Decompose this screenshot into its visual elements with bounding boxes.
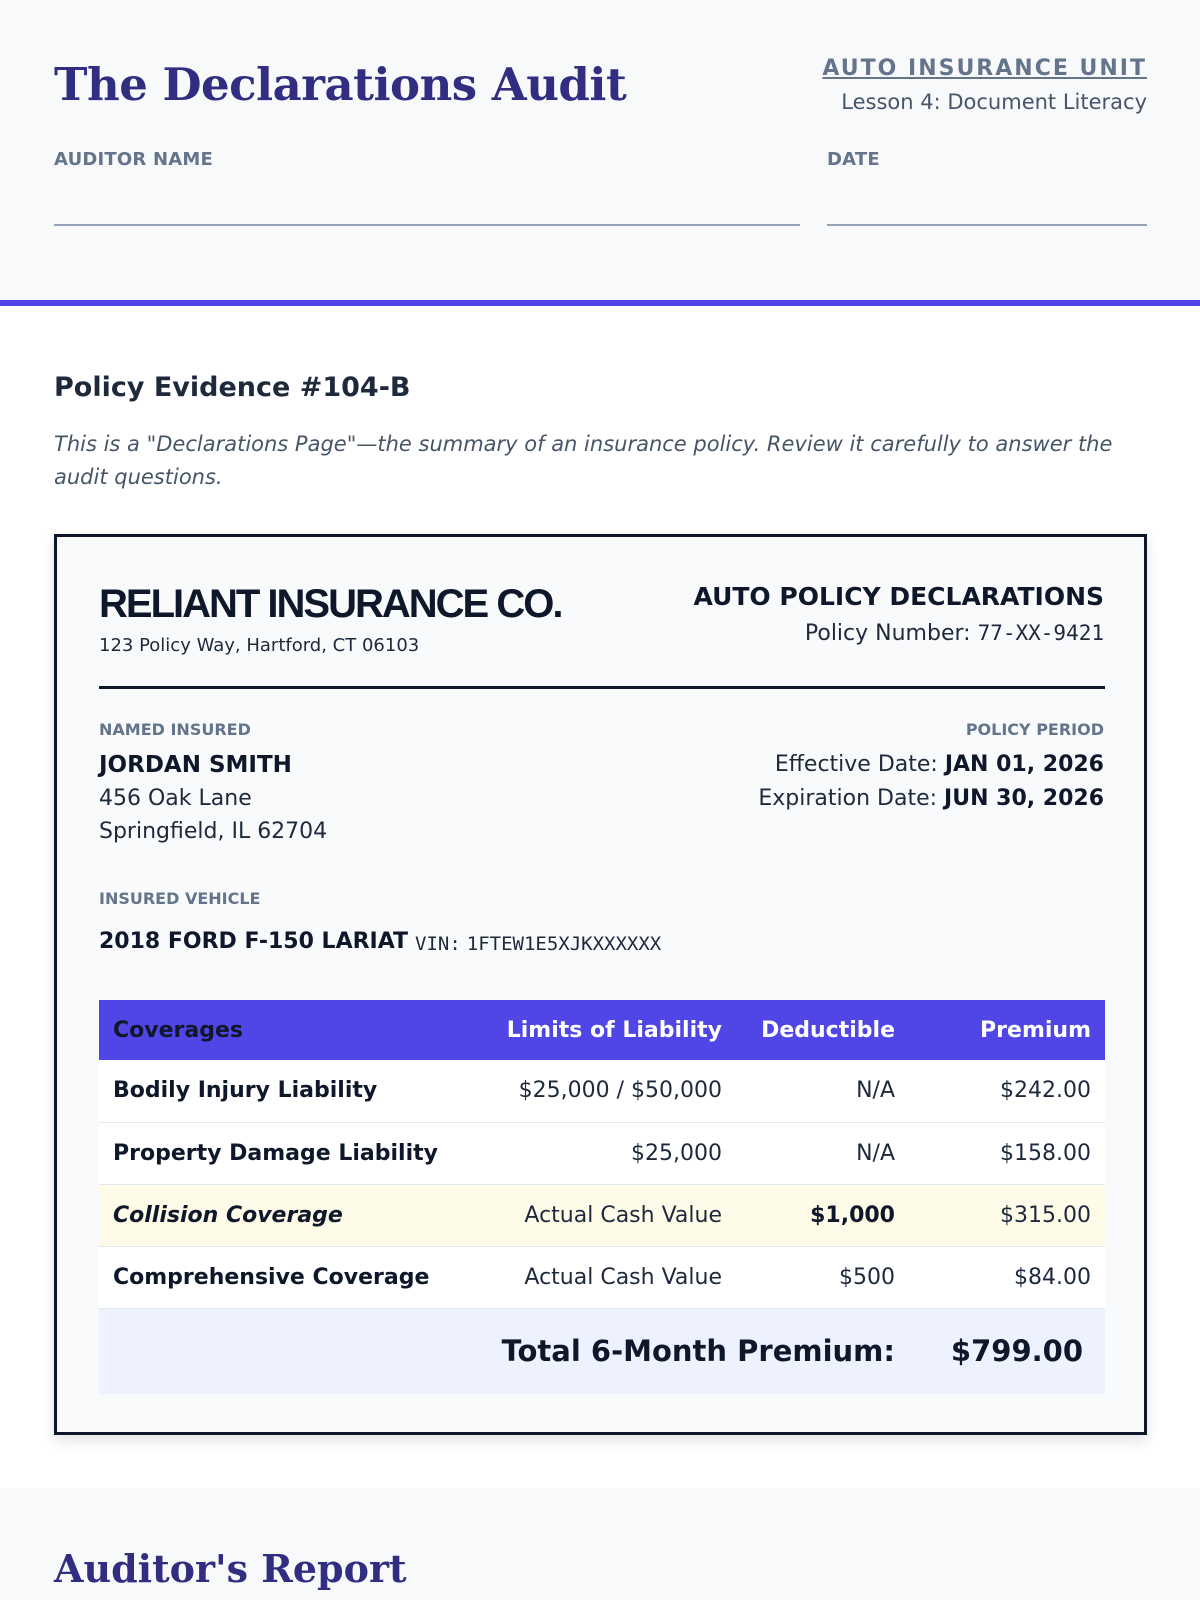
- column-header-coverages: Coverages: [99, 1000, 471, 1060]
- coverage-deductible: $500: [736, 1246, 909, 1308]
- policy-number-label: Policy Number:: [804, 621, 971, 646]
- column-header-deductible: Deductible: [736, 1000, 909, 1060]
- total-premium-value: $799.00: [909, 1308, 1105, 1394]
- total-premium-label: Total 6-Month Premium:: [99, 1308, 909, 1394]
- worksheet-header: [0, 0, 1200, 306]
- coverage-table: [99, 1000, 1105, 1394]
- company-address: 123 Policy Way, Hartford, CT 06103: [99, 635, 420, 656]
- lesson-label: Lesson 4: Document Literacy: [841, 90, 1147, 114]
- expiration-date-row: [758, 786, 1104, 811]
- coverage-deductible: N/A: [736, 1122, 909, 1184]
- coverage-limit: Actual Cash Value: [471, 1184, 736, 1246]
- coverage-name: Property Damage Liability: [99, 1122, 471, 1184]
- table-row-highlighted: [99, 1184, 1105, 1246]
- date-field[interactable]: [827, 224, 1147, 226]
- coverage-premium: $242.00: [909, 1060, 1105, 1122]
- coverage-limit: $25,000: [471, 1122, 736, 1184]
- column-header-premium: Premium: [909, 1000, 1105, 1060]
- date-label: DATE: [827, 149, 880, 170]
- auditor-name-label: AUDITOR NAME: [54, 149, 213, 170]
- named-insured-label: NAMED INSURED: [99, 720, 251, 739]
- evidence-description: This is a "Declarations Page"—the summary of an insurance policy. Review it carefully to answer the audit questions.: [54, 432, 1113, 489]
- coverage-deductible: $1,000: [736, 1184, 909, 1246]
- table-row: [99, 1122, 1105, 1184]
- unit-label: AUTO INSURANCE UNIT: [822, 56, 1147, 81]
- auditor-report-section: [0, 1488, 1200, 1600]
- coverage-name: Collision Coverage: [99, 1184, 471, 1246]
- coverage-name: Comprehensive Coverage: [99, 1246, 471, 1308]
- policy-number: 77-XX-9421: [977, 621, 1104, 645]
- policy-period-label: POLICY PERIOD: [965, 720, 1104, 739]
- insured-address-line-2: Springfield, IL 62704: [99, 819, 328, 844]
- vin-row: [415, 933, 661, 955]
- table-row: [99, 1060, 1105, 1122]
- vehicle-name: 2018 FORD F-150 LARIAT: [99, 929, 409, 954]
- effective-date: JAN 01, 2026: [944, 752, 1104, 777]
- evidence-title: Policy Evidence #104-B: [54, 372, 411, 403]
- insured-address-line-1: 456 Oak Lane: [99, 786, 252, 811]
- coverage-premium: $84.00: [909, 1246, 1105, 1308]
- declarations-page: [54, 534, 1147, 1435]
- coverage-limit: Actual Cash Value: [471, 1246, 736, 1308]
- coverage-name: Bodily Injury Liability: [99, 1060, 471, 1122]
- insured-name: JORDAN SMITH: [99, 752, 292, 778]
- column-header-limits: Limits of Liability: [471, 1000, 736, 1060]
- report-title: Auditor's Report: [54, 1546, 407, 1591]
- coverage-limit: $25,000 / $50,000: [471, 1060, 736, 1122]
- total-row: [99, 1308, 1105, 1394]
- divider: [99, 686, 1105, 689]
- coverage-premium: $158.00: [909, 1122, 1105, 1184]
- coverage-deductible: N/A: [736, 1060, 909, 1122]
- coverage-premium: $315.00: [909, 1184, 1105, 1246]
- vin-number: 1FTEW1E5XJKXXXXXX: [466, 933, 662, 955]
- insured-vehicle-label: INSURED VEHICLE: [99, 889, 261, 908]
- effective-date-row: [775, 752, 1104, 777]
- auditor-name-field[interactable]: [54, 224, 800, 226]
- company-name: RELIANT INSURANCE CO.: [99, 582, 562, 626]
- expiration-date-label: Expiration Date:: [758, 786, 938, 811]
- expiration-date: JUN 30, 2026: [944, 786, 1104, 811]
- policy-number-row: [805, 621, 1104, 646]
- page-title: The Declarations Audit: [54, 58, 627, 111]
- declarations-title: AUTO POLICY DECLARATIONS: [693, 582, 1104, 611]
- effective-date-label: Effective Date:: [774, 752, 938, 777]
- table-header-row: [99, 1000, 1105, 1060]
- table-row: [99, 1246, 1105, 1308]
- vin-label: VIN:: [415, 933, 461, 955]
